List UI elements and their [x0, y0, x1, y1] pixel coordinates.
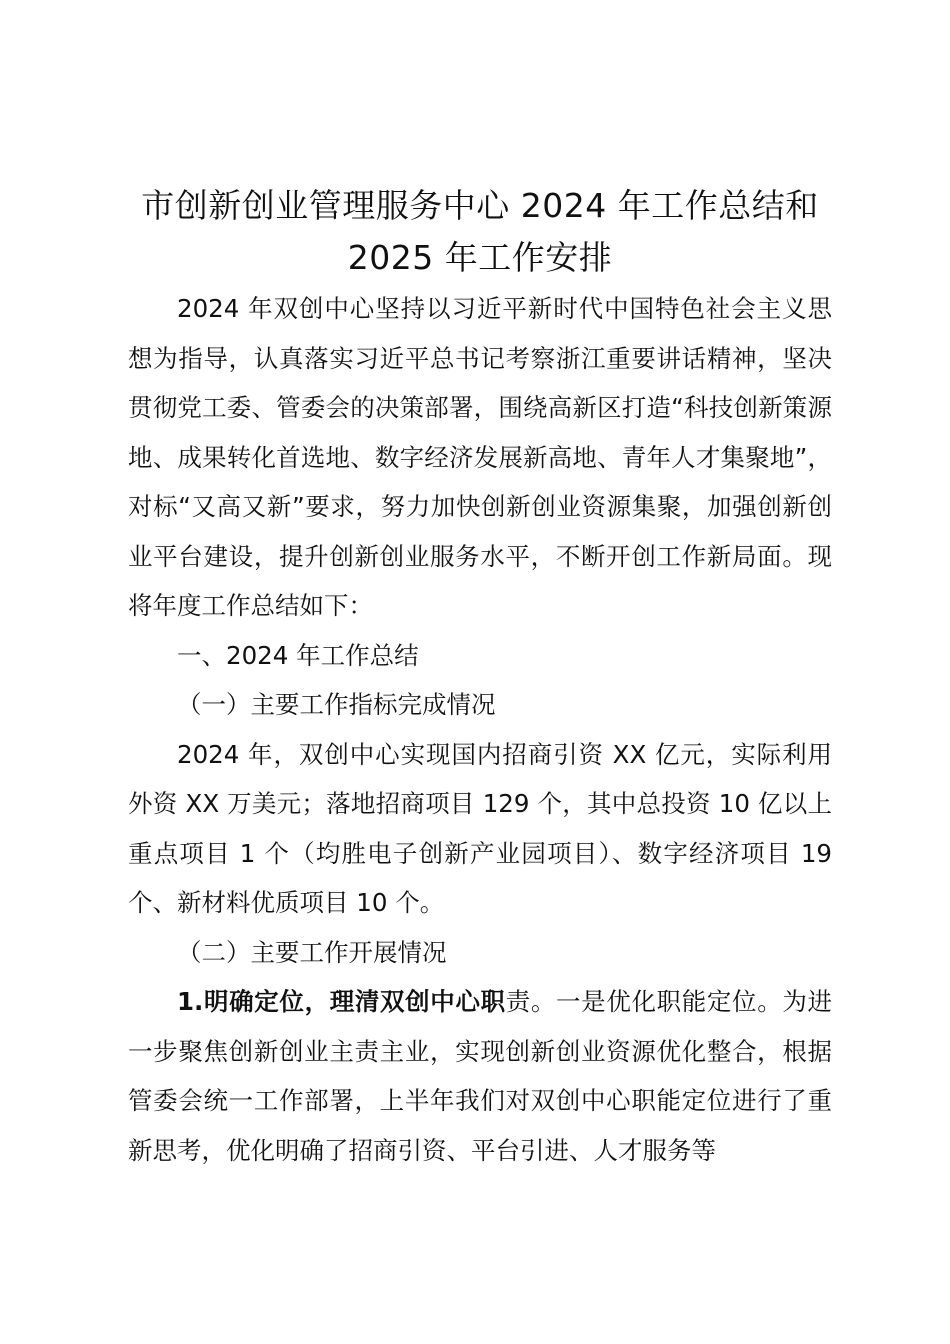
item-1-bold-lead: 1.明确定位，理清双创中心职 — [177, 987, 506, 1016]
item-1-paragraph — [128, 977, 832, 1175]
document-title — [128, 180, 832, 284]
subsection-heading-2: （二）主要工作开展情况 — [177, 937, 447, 967]
document-body — [128, 180, 832, 1175]
item-1-text: 责。一是优化职能定位。为进一步聚焦创新创业主责主业，实现创新创业资源优化整合，根据管委会统一工作部署，上半年我们对双创中心职能定位进行了重新思考，优化明确了招商引资、平台引进、人才服务等 — [128, 987, 832, 1165]
intro-paragraph: 2024 年双创中心坚持以习近平新时代中国特色社会主义思想为指导，认真落实习近平总书记考察浙江重要讲话精神，坚决贯彻党工委、管委会的决策部署，围绕高新区打造“科技创新策源地、成果转化首选地、数字经济发展新高地、青年人才集聚地”，对标“又高又新”要求，努力加快创新创业资源集聚，加强创新创业平台建设，提升创新创业服务水平，不断开创工作新局面。现将年度工作总结如下： — [128, 294, 832, 620]
subsection-heading-1: （一）主要工作指标完成情况 — [177, 690, 496, 719]
section-heading-1: 一、2024 年工作总结 — [177, 640, 419, 670]
indicators-paragraph: 2024 年，双创中心实现国内招商引资 XX 亿元，实际利用外资 XX 万美元；落地招商项目 129 个，其中总投资 10 亿以上重点项目 1 个（均胜电子创新产业园项目）、数字经济项目 19 个、新材料优质项目 10 个。 — [128, 739, 832, 917]
title-line-1: 市创新创业管理服务中心 2024 年工作总结和 — [141, 186, 819, 225]
title-line-2: 2025 年工作安排 — [347, 238, 613, 277]
